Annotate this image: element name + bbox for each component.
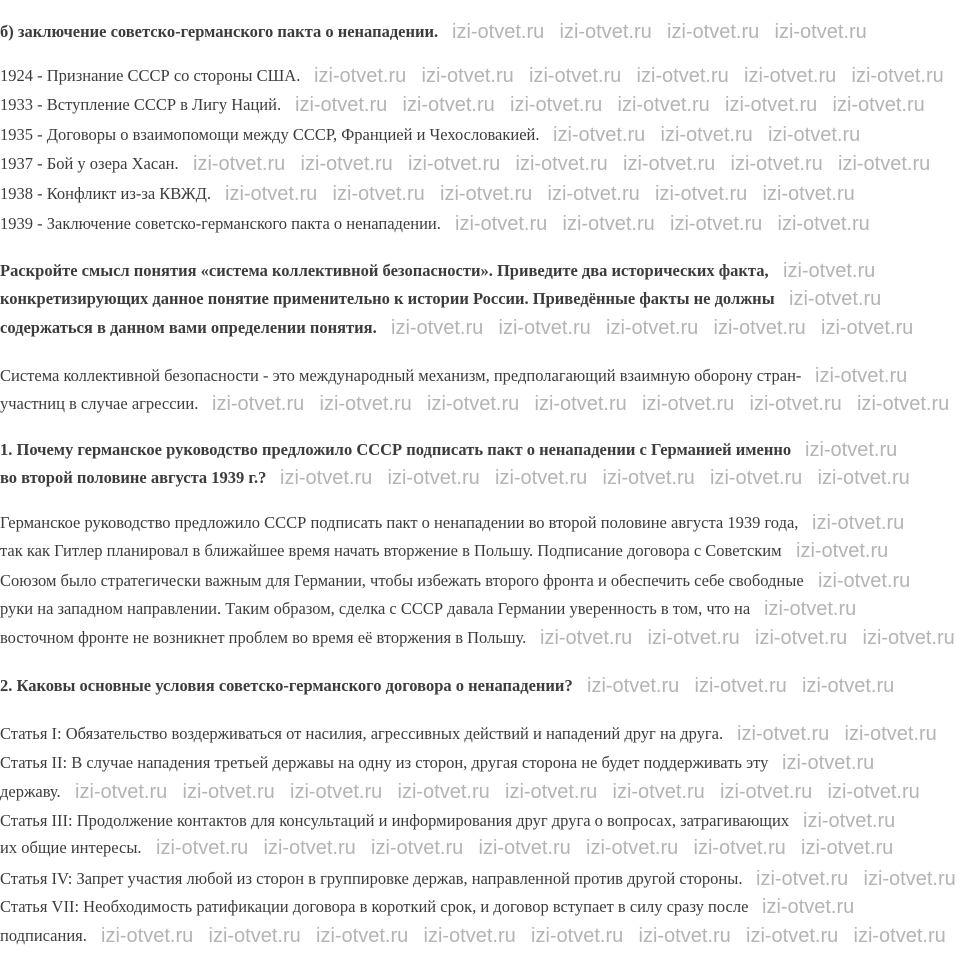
answer-1: руки на западном направлении. Таким образом, сделка с СССР давала Германии уверенность в том, что на: [0, 599, 751, 618]
task-text: Раскройте смысл понятия «система коллективной безопасности». Приведите два исторических факта,: [0, 261, 769, 280]
watermark-text: izi-otvet.ru: [693, 838, 786, 858]
watermark-row: [101, 926, 961, 946]
answer-2: Статья I: Обязательство воздерживаться от насилия, агрессивных действий и нападений друг на друга.: [0, 724, 724, 743]
watermark-text: izi-otvet.ru: [182, 782, 275, 802]
timeline-item: 1939 - Заключение советско-германского пакта о ненападении.: [0, 214, 441, 233]
watermark-text: izi-otvet.ru: [817, 468, 910, 488]
watermark-text: izi-otvet.ru: [408, 154, 501, 174]
watermark-row: [782, 753, 890, 773]
watermark-text: izi-otvet.ru: [838, 154, 931, 174]
watermark-text: izi-otvet.ru: [314, 66, 407, 86]
watermark-text: izi-otvet.ru: [655, 184, 748, 204]
watermark-text: izi-otvet.ru: [612, 782, 705, 802]
watermark-text: izi-otvet.ru: [391, 318, 484, 338]
watermark-text: izi-otvet.ru: [647, 628, 740, 648]
watermark-text: izi-otvet.ru: [531, 926, 624, 946]
watermark-row: [193, 154, 946, 174]
watermark-text: izi-otvet.ru: [818, 571, 911, 591]
watermark-text: izi-otvet.ru: [495, 468, 588, 488]
watermark-text: izi-otvet.ru: [725, 95, 818, 115]
watermark-text: izi-otvet.ru: [815, 366, 908, 386]
watermark-text: izi-otvet.ru: [586, 838, 679, 858]
watermark-text: izi-otvet.ru: [402, 95, 495, 115]
watermark-text: izi-otvet.ru: [455, 214, 548, 234]
timeline-item: 1933 - Вступление СССР в Лигу Наций.: [0, 95, 282, 114]
watermark-text: izi-otvet.ru: [440, 184, 533, 204]
answer-2: Статья VII: Необходимость ратификации договора в короткий срок, и договор вступает в силу сразу после: [0, 897, 749, 916]
watermark-text: izi-otvet.ru: [744, 66, 837, 86]
watermark-row: [587, 676, 910, 696]
watermark-text: izi-otvet.ru: [295, 95, 388, 115]
watermark-text: izi-otvet.ru: [730, 154, 823, 174]
answer-1: Германское руководство предложило СССР подписать пакт о ненападении во второй половине августа 1939 года,: [0, 513, 799, 532]
watermark-text: izi-otvet.ru: [559, 22, 652, 42]
watermark-row: [553, 125, 876, 145]
watermark-text: izi-otvet.ru: [623, 154, 716, 174]
watermark-text: izi-otvet.ru: [777, 214, 870, 234]
watermark-text: izi-otvet.ru: [857, 394, 950, 414]
watermark-row: [789, 289, 897, 309]
watermark-text: izi-otvet.ru: [225, 184, 318, 204]
watermark-text: izi-otvet.ru: [821, 318, 914, 338]
watermark-text: izi-otvet.ru: [587, 676, 680, 696]
answer-1: так как Гитлер планировал в ближайшее время начать вторжение в Польшу. Подписание договора с Советским: [0, 541, 782, 560]
watermark-text: izi-otvet.ru: [547, 184, 640, 204]
answer-2: их общие интересы.: [0, 838, 142, 857]
watermark-text: izi-otvet.ru: [452, 22, 545, 42]
watermark-row: [156, 838, 909, 858]
watermark-text: izi-otvet.ru: [427, 394, 520, 414]
watermark-text: izi-otvet.ru: [515, 154, 608, 174]
answer-2: державу.: [0, 782, 61, 801]
watermark-text: izi-otvet.ru: [710, 468, 803, 488]
watermark-text: izi-otvet.ru: [534, 394, 627, 414]
watermark-text: izi-otvet.ru: [156, 838, 249, 858]
question-1: во второй половине августа 1939 г.?: [0, 468, 267, 487]
watermark-text: izi-otvet.ru: [101, 926, 194, 946]
watermark-row: [756, 869, 971, 889]
watermark-row: [815, 366, 923, 386]
watermark-text: izi-otvet.ru: [510, 95, 603, 115]
watermark-text: izi-otvet.ru: [801, 838, 894, 858]
watermark-row: [737, 724, 952, 744]
watermark-row: [803, 811, 911, 831]
question-1: 1. Почему германское руководство предложило СССР подписать пакт о ненападении с Германией именно: [0, 440, 792, 459]
watermark-text: izi-otvet.ru: [796, 541, 889, 561]
watermark-text: izi-otvet.ru: [862, 628, 955, 648]
answer-2: Статья IV: Запрет участия любой из сторон в группировке держав, направленной против другой стороны.: [0, 869, 743, 888]
watermark-text: izi-otvet.ru: [540, 628, 633, 648]
watermark-row: [796, 541, 904, 561]
watermark-row: [212, 394, 965, 414]
watermark-text: izi-otvet.ru: [617, 95, 710, 115]
answer-1: Союзом было стратегически важным для Германии, чтобы избежать второго фронта и обеспечить себе свободные: [0, 571, 804, 590]
watermark-text: izi-otvet.ru: [783, 261, 876, 281]
watermark-text: izi-otvet.ru: [805, 440, 898, 460]
answer-2: Статья III: Продолжение контактов для консультаций и информирования друг друга о вопросах, затрагивающих: [0, 811, 790, 830]
watermark-text: izi-otvet.ru: [720, 782, 813, 802]
watermark-row: [812, 513, 920, 533]
watermark-text: izi-otvet.ru: [263, 838, 356, 858]
watermark-text: izi-otvet.ru: [782, 753, 875, 773]
section-heading: б) заключение советско-германского пакта о ненападении.: [0, 22, 439, 41]
watermark-row: [764, 599, 872, 619]
watermark-row: [75, 782, 935, 802]
watermark-text: izi-otvet.ru: [319, 394, 412, 414]
watermark-text: izi-otvet.ru: [478, 838, 571, 858]
task-text: содержаться в данном вами определении понятия.: [0, 318, 377, 337]
watermark-text: izi-otvet.ru: [562, 214, 655, 234]
definition-text: участниц в случае агрессии.: [0, 394, 199, 413]
watermark-text: izi-otvet.ru: [737, 724, 830, 744]
answer-2: Статья II: В случае нападения третьей державы на одну из сторон, другая сторона не будет поддерживать эту: [0, 753, 769, 772]
watermark-row: [783, 261, 891, 281]
watermark-text: izi-otvet.ru: [642, 394, 735, 414]
watermark-text: izi-otvet.ru: [762, 897, 855, 917]
answer-1: восточном фронте не возникнет проблем во время её вторжения в Польшу.: [0, 628, 527, 647]
timeline-item: 1935 - Договоры о взаимопомощи между СССР, Францией и Чехословакией.: [0, 125, 540, 144]
watermark-text: izi-otvet.ru: [803, 811, 896, 831]
watermark-row: [314, 66, 959, 86]
watermark-text: izi-otvet.ru: [812, 513, 905, 533]
watermark-row: [225, 184, 870, 204]
timeline-item: 1938 - Конфликт из-за КВЖД.: [0, 184, 212, 203]
watermark-text: izi-otvet.ru: [851, 66, 944, 86]
watermark-text: izi-otvet.ru: [421, 66, 514, 86]
definition-text: Система коллективной безопасности - это международный механизм, предполагающий взаимную оборону стран-: [0, 366, 802, 385]
watermark-text: izi-otvet.ru: [505, 782, 598, 802]
answer-2: подписания.: [0, 926, 87, 945]
watermark-text: izi-otvet.ru: [75, 782, 168, 802]
watermark-text: izi-otvet.ru: [397, 782, 490, 802]
watermark-row: [280, 468, 925, 488]
watermark-text: izi-otvet.ru: [756, 869, 849, 889]
watermark-row: [805, 440, 913, 460]
watermark-text: izi-otvet.ru: [832, 95, 925, 115]
watermark-text: izi-otvet.ru: [193, 154, 286, 174]
watermark-text: izi-otvet.ru: [212, 394, 305, 414]
watermark-row: [452, 22, 882, 42]
timeline-item: 1924 - Признание СССР со стороны США.: [0, 66, 301, 85]
watermark-text: izi-otvet.ru: [764, 599, 857, 619]
watermark-text: izi-otvet.ru: [863, 869, 956, 889]
watermark-text: izi-otvet.ru: [774, 22, 867, 42]
watermark-text: izi-otvet.ru: [423, 926, 516, 946]
watermark-text: izi-otvet.ru: [670, 214, 763, 234]
watermark-row: [455, 214, 885, 234]
watermark-text: izi-otvet.ru: [636, 66, 729, 86]
watermark-text: izi-otvet.ru: [755, 628, 848, 648]
watermark-text: izi-otvet.ru: [768, 125, 861, 145]
timeline-item: 1937 - Бой у озера Хасан.: [0, 154, 179, 173]
watermark-text: izi-otvet.ru: [606, 318, 699, 338]
watermark-text: izi-otvet.ru: [827, 782, 920, 802]
task-text: конкретизирующих данное понятие применительно к истории России. Приведённые факты не должны: [0, 289, 775, 308]
watermark-text: izi-otvet.ru: [749, 394, 842, 414]
watermark-text: izi-otvet.ru: [553, 125, 646, 145]
watermark-row: [391, 318, 929, 338]
watermark-text: izi-otvet.ru: [802, 676, 895, 696]
watermark-text: izi-otvet.ru: [638, 926, 731, 946]
question-2: 2. Каковы основные условия советско-германского договора о ненападении?: [0, 676, 573, 695]
watermark-text: izi-otvet.ru: [529, 66, 622, 86]
watermark-text: izi-otvet.ru: [290, 782, 383, 802]
watermark-row: [295, 95, 940, 115]
watermark-text: izi-otvet.ru: [498, 318, 591, 338]
watermark-text: izi-otvet.ru: [300, 154, 393, 174]
watermark-text: izi-otvet.ru: [667, 22, 760, 42]
watermark-text: izi-otvet.ru: [713, 318, 806, 338]
watermark-text: izi-otvet.ru: [660, 125, 753, 145]
watermark-text: izi-otvet.ru: [694, 676, 787, 696]
watermark-text: izi-otvet.ru: [280, 468, 373, 488]
watermark-text: izi-otvet.ru: [371, 838, 464, 858]
watermark-text: izi-otvet.ru: [332, 184, 425, 204]
watermark-row: [818, 571, 926, 591]
watermark-text: izi-otvet.ru: [853, 926, 946, 946]
watermark-row: [762, 897, 870, 917]
watermark-text: izi-otvet.ru: [208, 926, 301, 946]
watermark-text: izi-otvet.ru: [762, 184, 855, 204]
watermark-text: izi-otvet.ru: [316, 926, 409, 946]
watermark-text: izi-otvet.ru: [746, 926, 839, 946]
watermark-text: izi-otvet.ru: [387, 468, 480, 488]
watermark-text: izi-otvet.ru: [844, 724, 937, 744]
watermark-text: izi-otvet.ru: [789, 289, 882, 309]
watermark-row: [540, 628, 970, 648]
watermark-text: izi-otvet.ru: [602, 468, 695, 488]
